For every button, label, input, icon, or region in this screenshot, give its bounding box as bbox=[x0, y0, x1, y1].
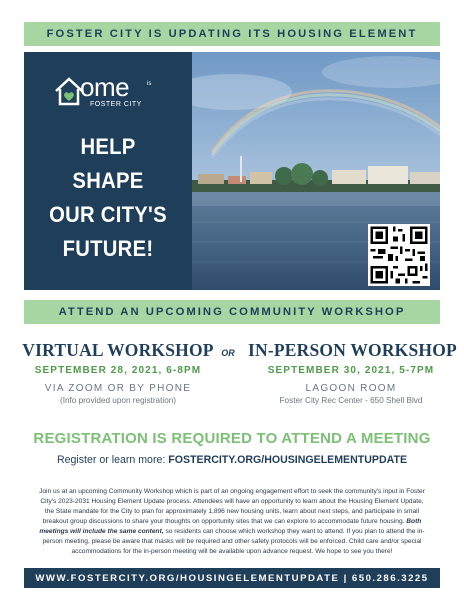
description-emphasis: Both meetings will include the same content, bbox=[39, 518, 422, 535]
footer-contact[interactable]: WWW.FOSTERCITY.ORG/HOUSINGELEMENTUPDATE | 650.286.3225 bbox=[24, 568, 440, 588]
hero-line: SHAPE bbox=[72, 168, 144, 193]
home-is-foster-city-logo bbox=[54, 72, 174, 116]
in-person-date: SEPTEMBER 30, 2021, 5-7PM bbox=[267, 365, 435, 376]
in-person-location: LAGOON ROOM bbox=[305, 383, 397, 394]
hero-line: HELP bbox=[80, 134, 136, 159]
registration-heading: REGISTRATION IS REQUIRED TO ATTEND A MEETING bbox=[33, 430, 431, 447]
description-text-continued: so residents can choose which workshop they want to attend. If you plan to attend the in-person meeting, please be aware that masks will be required and other safety protocols will be enforced. Child care and/or special accommodations for the in-person meeting will be available upon advance request. We hope to see you there! bbox=[42, 528, 425, 555]
hero-line: OUR CITY'S bbox=[49, 202, 167, 227]
virtual-note: (Info provided upon registration) bbox=[59, 396, 177, 405]
qr-code[interactable] bbox=[368, 224, 430, 286]
virtual-location: VIA ZOOM OR BY PHONE bbox=[44, 383, 192, 394]
logo-is: is bbox=[147, 81, 152, 87]
virtual-date: SEPTEMBER 28, 2021, 6-8PM bbox=[34, 365, 202, 376]
hero-section bbox=[24, 52, 440, 290]
in-person-workshop bbox=[248, 340, 457, 405]
virtual-workshop bbox=[18, 340, 218, 405]
registration-line bbox=[0, 454, 464, 466]
or-separator: OR bbox=[221, 348, 235, 358]
logo-wordmark: ome bbox=[80, 72, 130, 102]
in-person-title: IN-PERSON WORKSHOP bbox=[248, 340, 457, 360]
logo-city: FOSTER CITY bbox=[90, 101, 142, 108]
registration-prompt: Register or learn more: bbox=[56, 454, 169, 466]
in-person-address: Foster City Rec Center - 650 Shell Blvd bbox=[279, 396, 423, 405]
virtual-title: VIRTUAL WORKSHOP bbox=[22, 340, 214, 360]
hero-headline bbox=[24, 130, 192, 266]
top-banner: FOSTER CITY IS UPDATING ITS HOUSING ELEMENT bbox=[24, 22, 440, 46]
description-text: Join us at an upcoming Community Workshop which is part of an ongoing engagement effort to seek the community's input in Foster City's 2023-2031 Housing Element Update process. Attendees will have an opportunity to learn about the Housing Element Update, the State mandate for the City to plan for approximately 1,896 new housing units, learn about next steps, and participate in small breakout group discussions to share your thoughts on opportunity sites that we can explore to accommodate future housing. bbox=[39, 488, 425, 525]
workshop-description bbox=[38, 487, 426, 557]
registration-link[interactable]: FOSTERCITY.ORG/HOUSINGELEMENTUPDATE bbox=[168, 454, 408, 466]
hero-line: FUTURE! bbox=[62, 236, 154, 261]
workshop-banner: ATTEND AN UPCOMING COMMUNITY WORKSHOP bbox=[24, 300, 440, 324]
hero-panel bbox=[24, 52, 192, 290]
